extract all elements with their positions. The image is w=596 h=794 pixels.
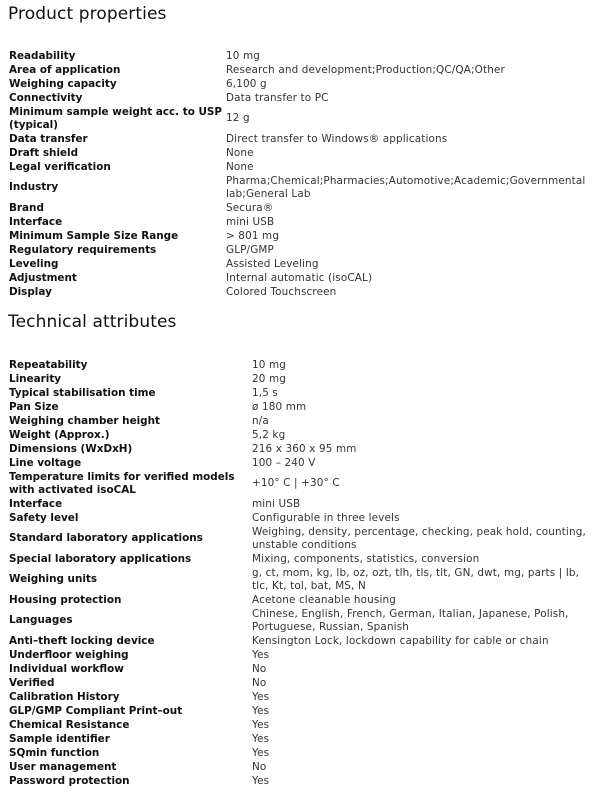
property-value: Research and development;Production;QC/QA;Other [226,63,505,76]
property-value: 100 – 240 V [252,456,316,469]
property-value: g, ct, mom, kg, lb, oz, ozt, tlh, tls, tlt, GN, dwt, mg, parts | lb, tlc, Kt, tol, bat, MS, N [252,566,580,592]
property-label: Minimum sample weight acc. to USP (typical) [9,105,222,131]
property-value: Yes [252,718,270,731]
property-row [9,662,592,676]
property-value: Yes [252,704,270,717]
property-label: Verified [9,676,55,689]
property-value: Colored Touchscreen [226,285,337,298]
property-value: +10° C | +30° C [252,477,340,489]
property-value: 12 g [226,112,250,124]
property-row [9,257,585,271]
property-row [9,760,592,774]
technical-attributes-heading: Technical attributes [8,312,177,332]
property-value: n/a [252,414,269,427]
property-row [9,511,592,525]
property-value: 20 mg [252,372,286,385]
property-label: Area of application [9,63,121,76]
property-value: Yes [252,690,270,703]
property-label: Linearity [9,372,62,385]
property-label: Chemical Resistance [9,718,130,731]
property-value: mini USB [226,215,275,228]
property-row [9,442,592,456]
property-label: Leveling [9,257,59,270]
property-label: Dimensions (WxDxH) [9,442,133,455]
property-label: Safety level [9,511,79,524]
product-properties-table [9,49,585,299]
property-row [9,400,592,414]
property-row [9,552,592,566]
property-row [9,132,585,146]
property-label: Individual workflow [9,662,124,675]
property-row [9,566,592,593]
property-label: GLP/GMP Compliant Print–out [9,704,183,717]
property-label: Special laboratory applications [9,552,192,565]
property-value: Yes [252,774,270,787]
property-label: Pan Size [9,400,59,413]
property-row [9,428,592,442]
property-label: Regulatory requirements [9,243,157,256]
property-label: Housing protection [9,593,122,606]
property-label: User management [9,760,117,773]
property-value: Assisted Leveling [226,257,319,270]
property-value: GLP/GMP [226,243,274,256]
property-value: mini USB [252,497,301,510]
property-value: No [252,662,267,675]
property-label: Adjustment [9,271,77,284]
property-row [9,243,585,257]
property-value: No [252,676,267,689]
property-value: Internal automatic (isoCAL) [226,271,373,284]
property-value: Secura® [226,201,274,214]
property-row [9,271,585,285]
property-value: None [226,160,254,173]
property-row [9,690,592,704]
property-value: Chinese, English, French, German, Italian, Japanese, Polish, Portuguese, Russian, Spanish [252,607,569,633]
property-value: 5,2 kg [252,428,286,441]
property-label: Weighing capacity [9,77,117,90]
property-label: Underfloor weighing [9,648,129,661]
property-row [9,470,592,497]
property-label: Readability [9,49,76,62]
property-row [9,146,585,160]
property-value: 1,5 s [252,386,278,399]
property-label: Temperature limits for verified models with activated isoCAL [9,470,235,496]
property-label: Display [9,285,52,298]
property-value: 10 mg [252,358,286,371]
property-value: Yes [252,746,270,759]
property-row [9,704,592,718]
property-value: 216 x 360 x 95 mm [252,442,357,455]
property-row [9,49,585,63]
property-row [9,648,592,662]
property-row [9,229,585,243]
property-label: Interface [9,215,63,228]
property-row [9,718,592,732]
property-label: SQmin function [9,746,100,759]
property-row [9,525,592,552]
property-row [9,201,585,215]
property-row [9,746,592,760]
property-row [9,174,585,201]
technical-attributes-table [9,358,592,788]
property-row [9,358,592,372]
property-value: Yes [252,648,270,661]
property-value: None [226,146,254,159]
property-value: Direct transfer to Windows® applications [226,132,448,145]
property-value: Weighing, density, percentage, checking, peak hold, counting, unstable conditions [252,525,586,551]
property-value: Pharma;Chemical;Pharmacies;Automotive;Academic;Governmental lab;General Lab [226,174,586,200]
property-label: Weighing units [9,573,98,585]
property-label: Data transfer [9,132,88,145]
property-label: Industry [9,181,59,193]
property-label: Minimum Sample Size Range [9,229,179,242]
product-properties-heading: Product properties [8,4,167,24]
property-label: Connectivity [9,91,83,104]
property-label: Anti–theft locking device [9,634,155,647]
property-label: Repeatability [9,358,88,371]
property-label: Weighing chamber height [9,414,160,427]
property-row [9,105,585,132]
property-row [9,774,592,788]
property-label: Draft shield [9,146,79,159]
property-row [9,732,592,746]
property-label: Languages [9,614,73,626]
property-row [9,593,592,607]
property-label: Legal verification [9,160,111,173]
property-row [9,215,585,229]
property-value: 10 mg [226,49,260,62]
property-value: Acetone cleanable housing [252,593,396,606]
property-value: Kensington Lock, lockdown capability for cable or chain [252,634,549,647]
property-row [9,497,592,511]
property-value: > 801 mg [226,229,280,242]
property-row [9,676,592,690]
property-label: Typical stabilisation time [9,386,156,399]
property-value: No [252,760,267,773]
property-value: 6,100 g [226,77,267,90]
property-row [9,386,592,400]
property-label: Standard laboratory applications [9,532,203,544]
property-value: Yes [252,732,270,745]
property-row [9,160,585,174]
property-row [9,372,592,386]
property-label: Line voltage [9,456,82,469]
property-label: Brand [9,201,44,214]
property-label: Password protection [9,774,130,787]
property-row [9,456,592,470]
property-value: Configurable in three levels [252,511,400,524]
property-label: Calibration History [9,690,120,703]
property-row [9,414,592,428]
property-row [9,91,585,105]
property-value: ø 180 mm [252,400,307,413]
property-row [9,285,585,299]
property-label: Sample identifier [9,732,110,745]
property-value: Data transfer to PC [226,91,329,104]
property-row [9,63,585,77]
property-row [9,634,592,648]
property-row [9,607,592,634]
property-label: Interface [9,497,63,510]
property-row [9,77,585,91]
property-value: Mixing, components, statistics, conversion [252,552,480,565]
property-label: Weight (Approx.) [9,428,110,441]
